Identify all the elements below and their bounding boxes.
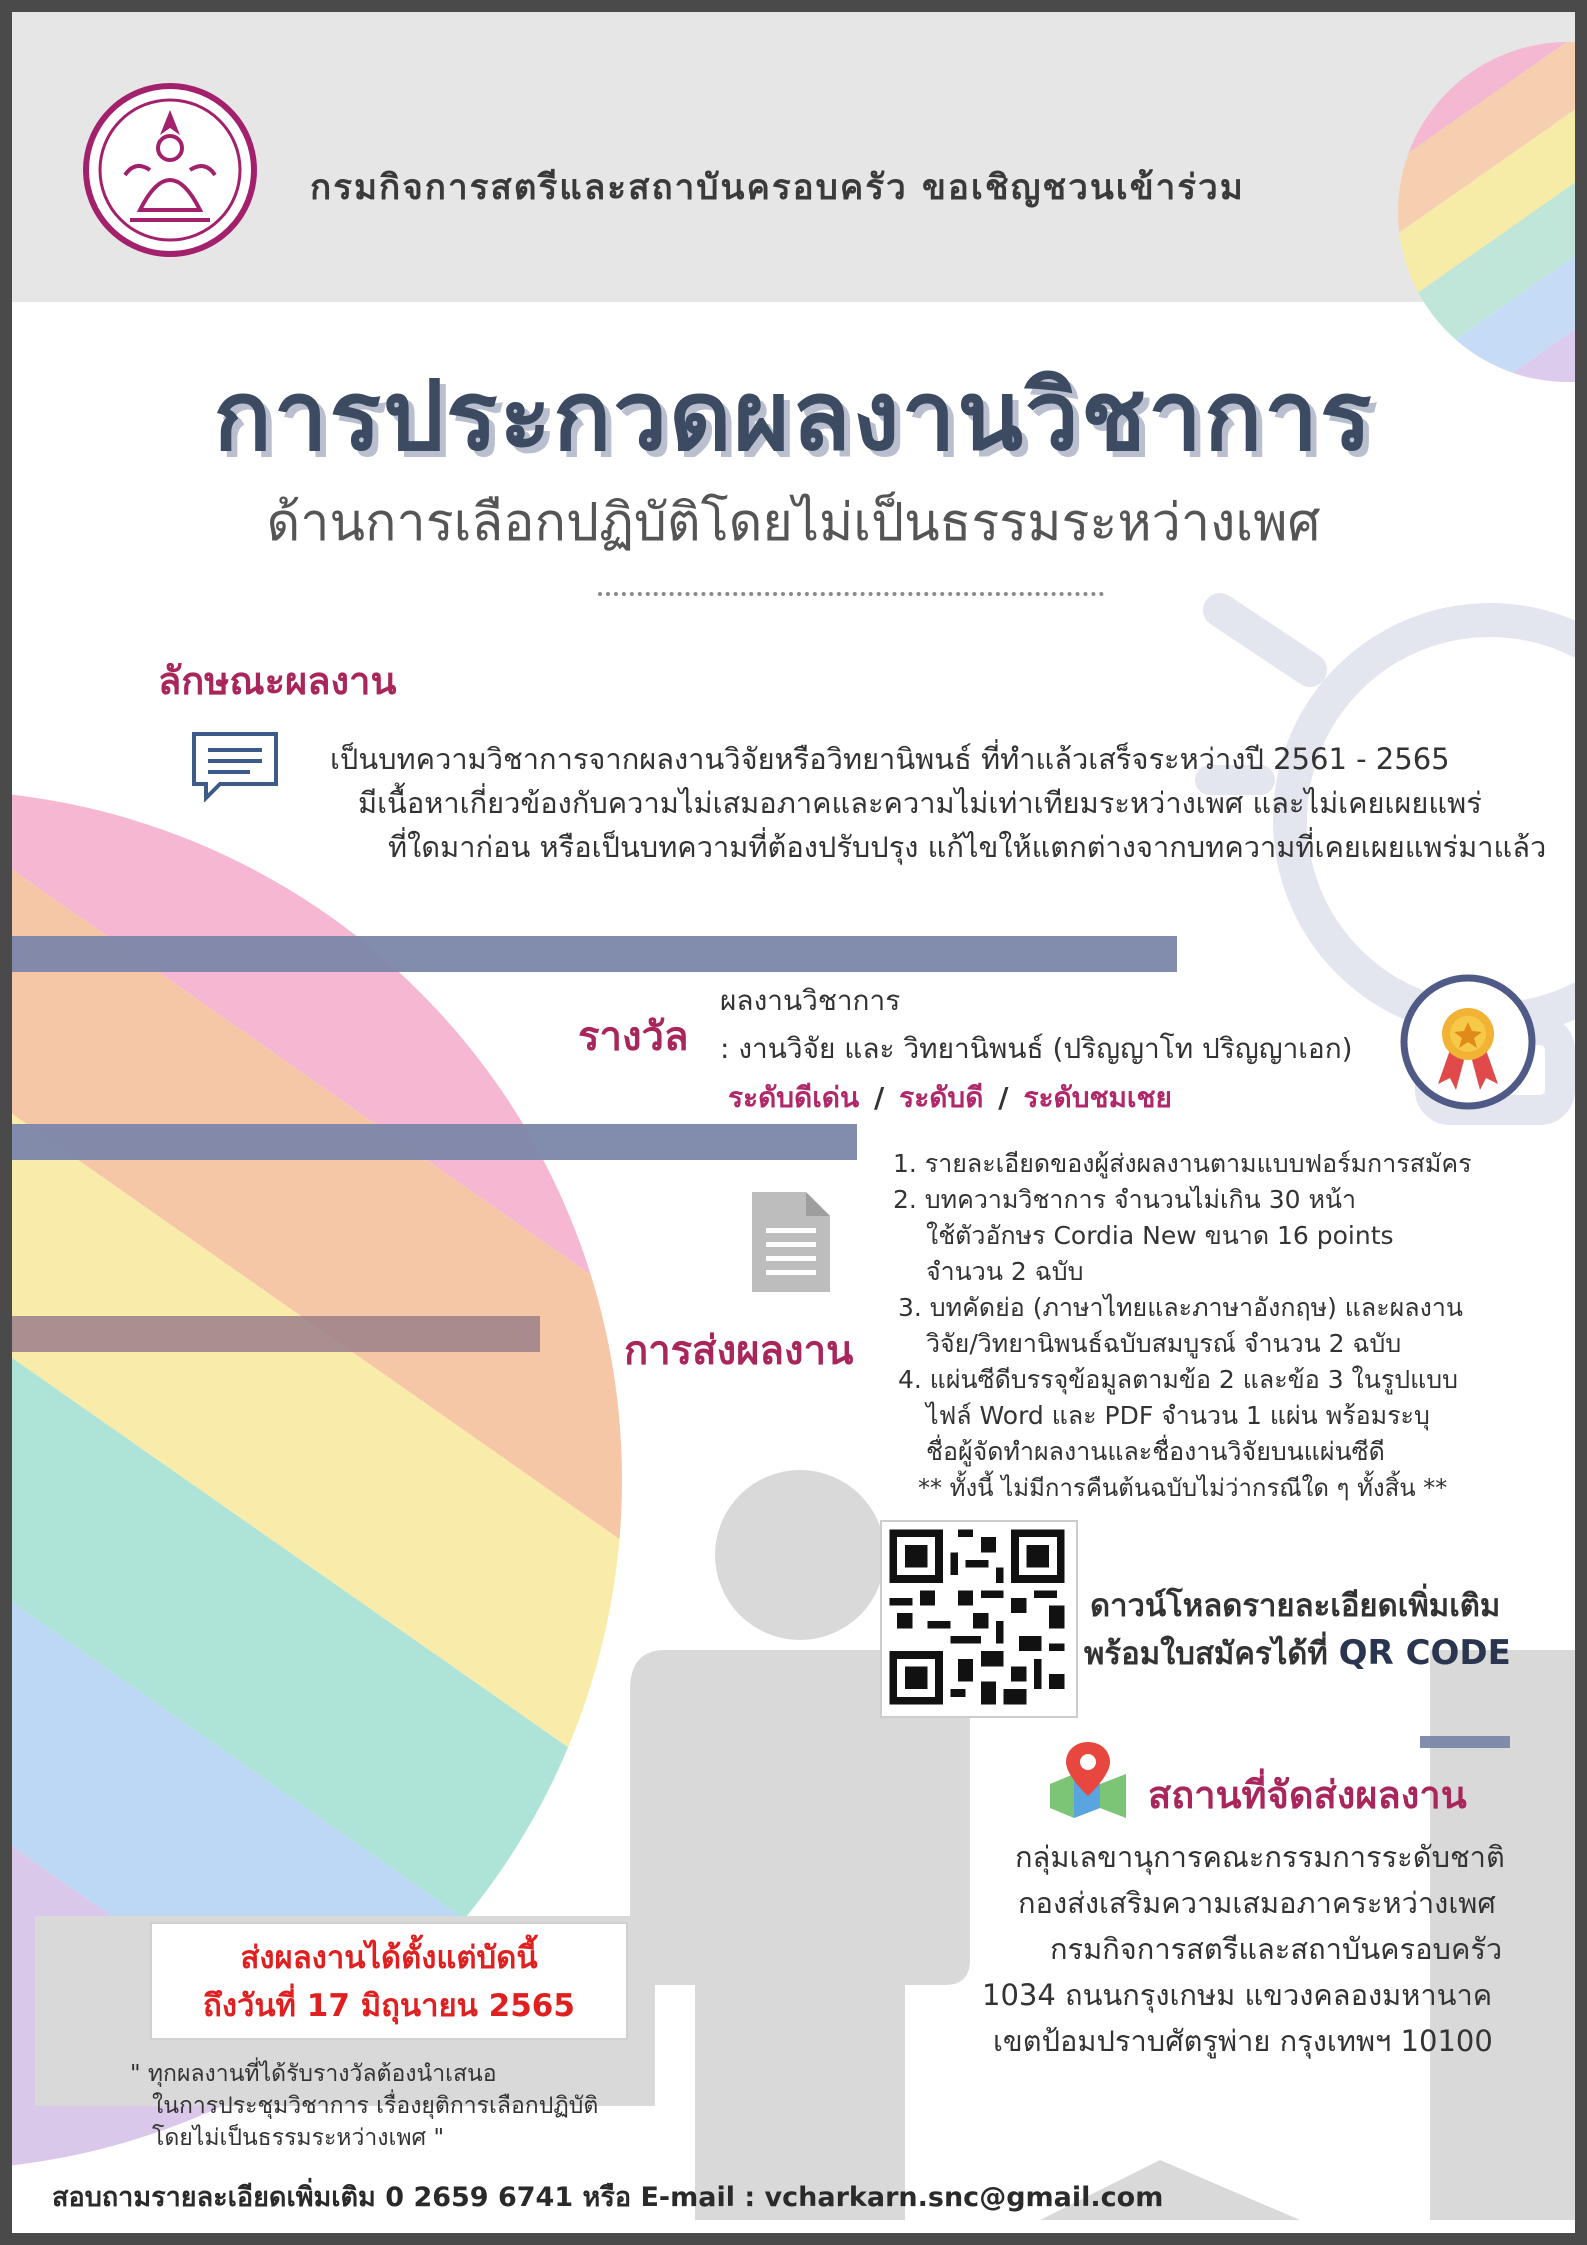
- qr-code[interactable]: [880, 1520, 1078, 1718]
- submission-line-1: 1. รายละเอียดของผู้ส่งผลงานตามแบบฟอร์มการสมัคร: [893, 1149, 1472, 1178]
- document-icon: [752, 1192, 830, 1292]
- deadline-line-2: ถึงวันที่ 17 มิถุนายน 2565: [203, 1988, 575, 2024]
- note-line-2: ในการประชุมวิชาการ เรื่องยุติการเลือกปฏิบัติ: [152, 2093, 599, 2119]
- submission-line-5: 3. บทคัดย่อ (ภาษาไทยและภาษาอังกฤษ) และผลงาน: [898, 1293, 1463, 1322]
- map-pin-icon: [1048, 1740, 1130, 1820]
- work-type-line-1: เป็นบทความวิชาการจากผลงานวิจัยหรือวิทยานิพนธ์ ที่ทำแล้วเสร็จระหว่างปี 2561 - 2565: [330, 742, 1450, 776]
- main-title: การประกวดผลงานวิชาการ: [213, 360, 1374, 472]
- submission-line-4: จำนวน 2 ฉบับ: [926, 1257, 1084, 1286]
- work-type-heading: ลักษณะผลงาน: [158, 659, 397, 703]
- award-level-good: ระดับดี: [899, 1081, 984, 1114]
- work-type-line-2: มีเนื้อหาเกี่ยวข้องกับความไม่เสมอภาคและความไม่เท่าเทียมระหว่างเพศ และไม่เคยเผยแพร่: [358, 786, 1482, 820]
- award-medal-icon: [1398, 972, 1538, 1112]
- sub-title: ด้านการเลือกปฏิบัติโดยไม่เป็นธรรมระหว่างเพศ: [266, 493, 1321, 553]
- submission-line-9: ชื่อผู้จัดทำผลงานและชื่องานวิจัยบนแผ่นซีดี: [926, 1437, 1385, 1466]
- award-heading: รางวัล: [578, 1014, 689, 1060]
- qr-code-icon: [882, 1522, 1072, 1712]
- qr-code-label: QR CODE: [1338, 1633, 1511, 1673]
- award-separator: /: [998, 1081, 1009, 1114]
- note-line-3: โดยไม่เป็นธรรมระหว่างเพศ ": [152, 2125, 445, 2151]
- location-line-3: กรมกิจการสตรีและสถาบันครอบครัว: [1050, 1932, 1503, 1966]
- deadline-line-1: ส่งผลงานได้ตั้งแต่บัดนี้: [240, 1940, 538, 1976]
- ministry-seal-logo: [80, 80, 260, 260]
- location-line-4: 1034 ถนนกรุงเกษม แขวงคลองมหานาค: [982, 1978, 1493, 2012]
- award-separator: /: [874, 1081, 885, 1114]
- note-line-1: " ทุกผลงานที่ได้รับรางวัลต้องนำเสนอ: [130, 2061, 497, 2087]
- award-levels: [728, 1076, 1172, 1120]
- accent-bar-3: [12, 1316, 540, 1352]
- rainbow-circle-decoration: [1398, 12, 1575, 392]
- deadline-box: [150, 1922, 628, 2040]
- submission-line-7: 4. แผ่นซีดีบรรจุข้อมูลตามข้อ 2 และข้อ 3 ในรูปแบบ: [898, 1365, 1458, 1394]
- accent-bar-1: [12, 936, 1177, 972]
- submission-line-2: 2. บทความวิชาการ จำนวนไม่เกิน 30 หน้า: [893, 1185, 1357, 1214]
- qr-line-2-prefix: พร้อมใบสมัครได้ที่: [1084, 1636, 1328, 1672]
- work-type-line-3: ที่ใดมาก่อน หรือเป็นบทความที่ต้องปรับปรุง แก้ไขให้แตกต่างจากบทความที่เคยเผยแพร่มาแล้ว: [388, 830, 1547, 864]
- location-line-2: กองส่งเสริมความเสมอภาคระหว่างเพศ: [1018, 1886, 1496, 1920]
- people-silhouette-decoration: [600, 1440, 1575, 2220]
- submission-line-8: ไฟล์ Word และ PDF จำนวน 1 แผ่น พร้อมระบุ: [926, 1401, 1430, 1430]
- location-heading: สถานที่จัดส่งผลงาน: [1148, 1773, 1467, 1817]
- submission-line-3: ใช้ตัวอักษร Cordia New ขนาด 16 points: [926, 1221, 1394, 1250]
- award-level-excellent: ระดับดีเด่น: [728, 1081, 860, 1114]
- location-line-1: กลุ่มเลขานุการคณะกรรมการระดับชาติ: [1015, 1840, 1505, 1874]
- submission-line-6: วิจัย/วิทยานิพนธ์ฉบับสมบูรณ์ จำนวน 2 ฉบับ: [926, 1329, 1402, 1358]
- accent-bar-location: [1420, 1736, 1510, 1748]
- award-line-1: ผลงานวิชาการ: [720, 984, 901, 1017]
- submission-note: ** ทั้งนี้ ไม่มีการคืนต้นฉบับไม่ว่ากรณีใด ๆ ทั้งสิ้น **: [918, 1474, 1448, 1502]
- qr-line-1: ดาวน์โหลดรายละเอียดเพิ่มเติม: [1090, 1588, 1501, 1624]
- qr-line-2: [1084, 1628, 1511, 1678]
- submission-heading: การส่งผลงาน: [624, 1328, 854, 1374]
- comment-icon: [190, 730, 280, 802]
- award-level-honorable: ระดับชมเชย: [1023, 1081, 1172, 1114]
- accent-bar-2: [12, 1124, 857, 1160]
- location-line-5: เขตป้อมปราบศัตรูพ่าย กรุงเทพฯ 10100: [993, 2024, 1493, 2058]
- invite-line: กรมกิจการสตรีและสถาบันครอบครัว ขอเชิญชวนเข้าร่วม: [310, 168, 1245, 208]
- award-line-2: : งานวิจัย และ วิทยานิพนธ์ (ปริญญาโท ปริญญาเอก): [720, 1032, 1353, 1065]
- contact-footer: สอบถามรายละเอียดเพิ่มเติม 0 2659 6741 หรือ E-mail : vcharkarn.snc@gmail.com: [52, 2182, 1164, 2213]
- dotted-divider: [598, 592, 1104, 596]
